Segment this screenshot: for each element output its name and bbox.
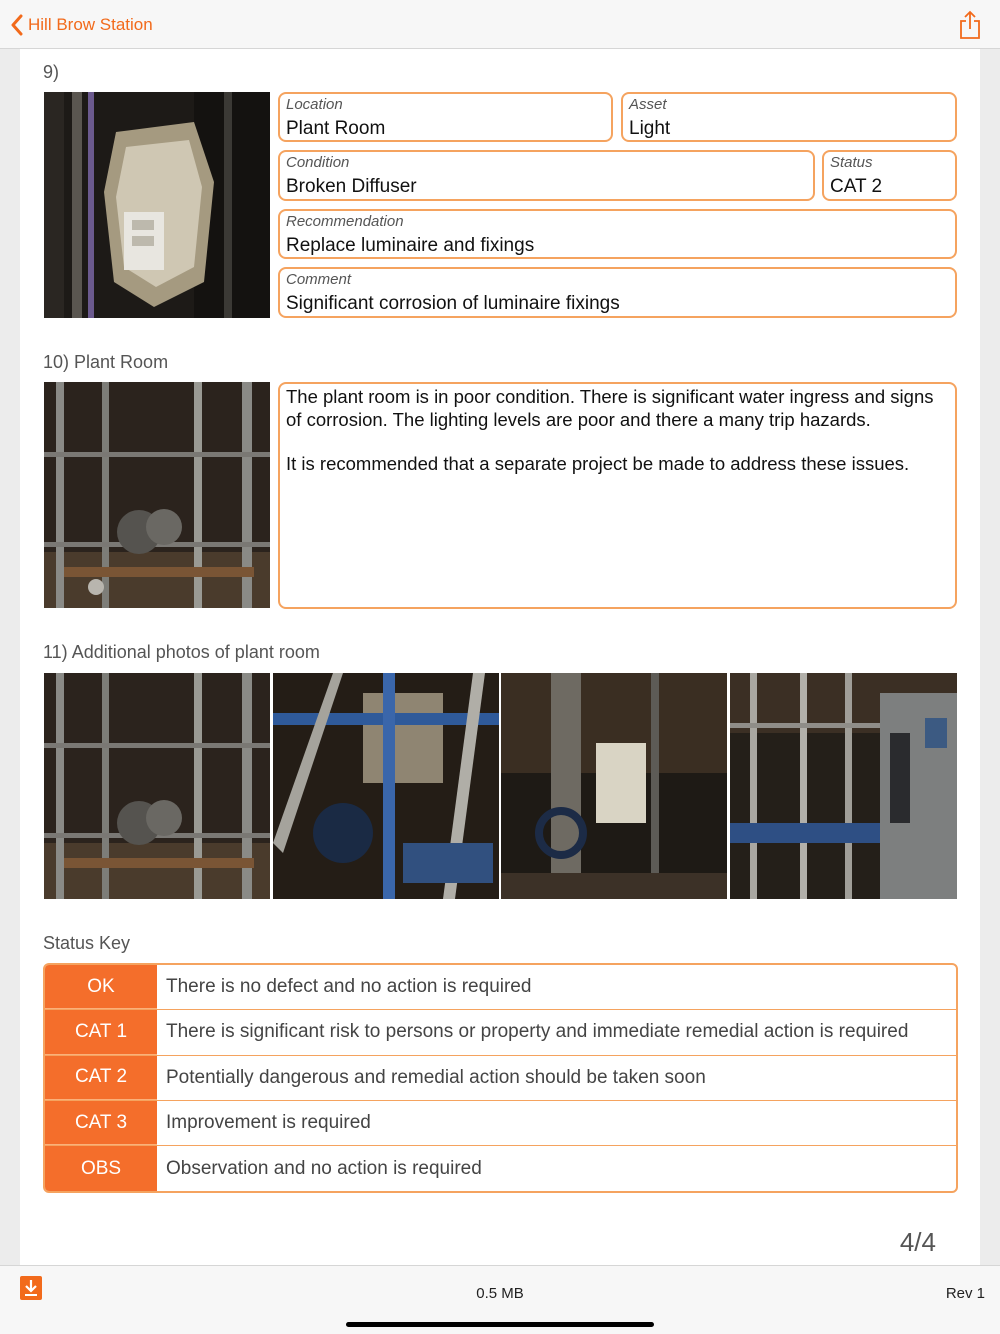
item-11-heading: 11) Additional photos of plant room [43,642,320,662]
item-10-description[interactable] [278,382,957,609]
status-code: OK [45,965,157,1009]
asset-label: Asset [629,96,667,113]
status-row-ok [45,965,956,1010]
status-row-cat2 [45,1056,956,1101]
status-code: OBS [45,1146,157,1191]
comment-field[interactable] [278,267,957,318]
status-key-table [43,963,958,1193]
status-row-obs [45,1146,956,1191]
status-description: Potentially dangerous and remedial action should be taken soon [166,1066,706,1088]
recommendation-value: Replace luminaire and fixings [286,235,535,256]
status-code: CAT 3 [45,1101,157,1145]
status-row-cat3 [45,1101,956,1146]
asset-value: Light [629,118,671,139]
share-button[interactable] [958,10,982,40]
page-indicator: 4/4 [899,1227,936,1257]
condition-value: Broken Diffuser [286,176,417,197]
status-code: CAT 2 [45,1056,157,1100]
condition-field[interactable] [278,150,815,201]
comment-label: Comment [286,271,352,288]
revision-label: Rev 1 [945,1285,985,1302]
status-description: There is no defect and no action is required [166,976,532,998]
plant-room-photo-1[interactable] [44,673,270,899]
item-10-photo[interactable] [44,382,270,608]
status-label: Status [830,154,873,171]
location-value: Plant Room [286,118,386,139]
back-button-label: Hill Brow Station [28,15,153,34]
asset-field[interactable] [621,92,957,142]
plant-room-photo-3[interactable] [501,673,727,899]
report-page [20,49,980,1265]
navigation-bar [0,0,1000,49]
location-label: Location [286,96,343,113]
location-field[interactable] [278,92,613,142]
item-9-photo[interactable] [44,92,270,318]
item-10-paragraph-1: The plant room is in poor condition. There is significant water ingress and signs of corrosion. The lighting levels are poor and there a many trip hazards. [286,386,934,430]
condition-label: Condition [286,154,350,171]
share-icon [958,10,982,40]
item-10-heading: 10) Plant Room [43,352,169,372]
recommendation-field[interactable] [278,209,957,259]
status-description: There is significant risk to persons or property and immediate remedial action is required [166,1021,909,1043]
home-indicator[interactable] [346,1322,654,1327]
status-description: Observation and no action is required [166,1157,482,1179]
plant-room-photo-4[interactable] [730,673,957,899]
status-value: CAT 2 [830,176,883,197]
item-10-paragraph-2: It is recommended that a separate project be made to address these issues. [286,453,910,474]
status-row-cat1 [45,1010,956,1055]
bottom-toolbar [0,1265,1000,1334]
comment-value: Significant corrosion of luminaire fixings [286,293,620,314]
status-key-heading: Status Key [43,933,131,953]
plant-room-photo-2[interactable] [273,673,499,899]
status-field[interactable] [822,150,957,201]
file-size: 0.5 MB [476,1285,524,1302]
item-9-heading: 9) [43,62,60,82]
recommendation-label: Recommendation [286,213,404,230]
chevron-left-icon [10,14,24,36]
status-description: Improvement is required [166,1112,371,1134]
status-code: CAT 1 [45,1010,157,1054]
back-button[interactable] [10,10,153,40]
